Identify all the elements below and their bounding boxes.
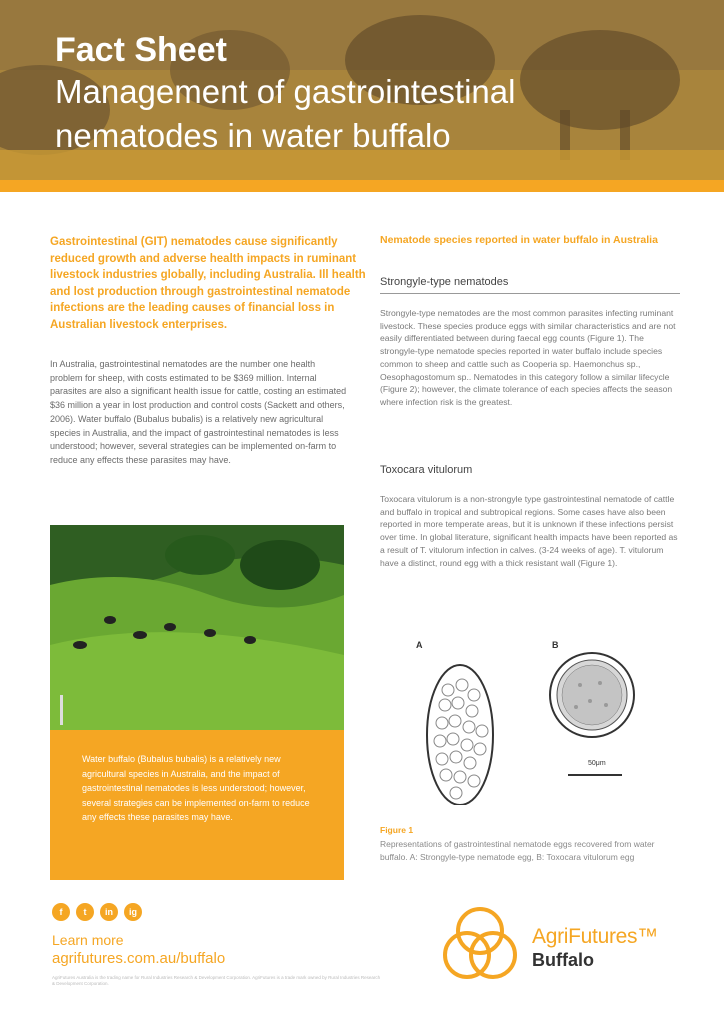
logo-subtitle: Buffalo xyxy=(532,950,594,970)
figure-label-a: A xyxy=(416,640,423,650)
header-divider xyxy=(0,180,724,192)
facebook-icon[interactable]: f xyxy=(52,903,70,921)
linkedin-icon[interactable]: in xyxy=(100,903,118,921)
body-left-paragraph: In Australia, gastrointestinal nematodes are the number one health problem for sheep, with costs estimated to be $369 million. Internal parasites are also a significant health issue for cattle, costing an estimated $36 million a year in lost production and control costs (Sackett and others, 2006). Water buffalo (Bubalus bubalis) is a relatively new agricultural species in Australia, and the impact of gastrointestinal nematodes is less understood; however, several strategies can be implemented on-farm to reduce any effects these parasites may have. xyxy=(50,359,347,465)
strongyle-egg-drawing xyxy=(427,665,493,805)
paragraph-toxocara: Toxocara vitulorum is a non-strongyle type gastrointestinal nematode of cattle and buffalo in tropical and subtropical regions. Some cases have also been reported in more temperate areas, but it is unknown if these infections persist over time. In global literature, significant health impacts have been reported as a result of T. vitulorum infection in calves. (3-24 weeks of age). T. vitulorum have a distinct, round egg with a thick resistant wall (Figure 1). xyxy=(380,494,678,568)
logo-wordmark: AgriFutures™ xyxy=(532,925,658,948)
agrifutures-logo-icon xyxy=(440,905,520,985)
paragraph-strongyle: Strongyle-type nematodes are the most common parasites infecting ruminant livestock. These species produce eggs with similar characteristics and are not easily differentiated between during faecal egg counts (Figure 1). The strongyle-type nematode species reported in water buffalo include species common to sheep and cattle such as Cooperia sp. Haemonchus sp., Oesophagostomum sp.. Nematodes in this category follow a similar lifecycle (Figure 2); however, the climate tolerance of each species affects the season where infection risk is the greatest. xyxy=(380,308,676,407)
title-main: Management of gastrointestinal nematodes in water buffalo xyxy=(55,73,516,154)
header-banner xyxy=(0,0,724,190)
fine-print: AgriFutures Australia is the trading name for Rural Industries Research & Development Corporation. AgriFutures is a trade mark owned by Rural Industries Research & Development Corporation. xyxy=(52,975,381,986)
subheading-toxocara: Toxocara vitulorum xyxy=(380,464,473,476)
intro-lead: Gastrointestinal (GIT) nematodes cause significantly reduced growth and adverse health impacts in ruminant livestock industries globally, including Australia. Ill health and lost production through gastrointestinal nematode infections are the leading causes of financial loss in Australian livestock enterprises. xyxy=(50,236,366,331)
website-link[interactable]: agrifutures.com.au/buffalo xyxy=(52,950,226,967)
section-title: Nematode species reported in water buffalo in Australia xyxy=(380,234,658,246)
figure-eggs xyxy=(400,635,650,785)
social-links xyxy=(52,903,142,921)
toxocara-egg-drawing xyxy=(550,653,634,737)
subheading-strongyle: Strongyle-type nematodes xyxy=(380,276,680,294)
scale-label: 50μm xyxy=(588,760,606,767)
page-title xyxy=(55,30,675,158)
title-kicker: Fact Sheet xyxy=(55,31,227,69)
instagram-icon[interactable]: ig xyxy=(124,903,142,921)
figure-caption-title: Figure 1 xyxy=(380,825,414,835)
figure-label-b: B xyxy=(552,640,559,650)
callout-box: Water buffalo (Bubalus bubalis) is a relatively new agricultural species in Australia, and the impact of gastrointestinal nematodes is less understood; however, several strategies can be implemented on-farm to reduce any effects these parasites may have. xyxy=(50,730,344,880)
learn-more-label: Learn more xyxy=(52,932,124,948)
pasture-photo xyxy=(50,525,344,730)
figure-caption: Representations of gastrointestinal nematode eggs recovered from water buffalo. A: Strongyle-type nematode egg, B: Toxocara vitulorum egg xyxy=(380,839,655,862)
twitter-icon[interactable]: t xyxy=(76,903,94,921)
